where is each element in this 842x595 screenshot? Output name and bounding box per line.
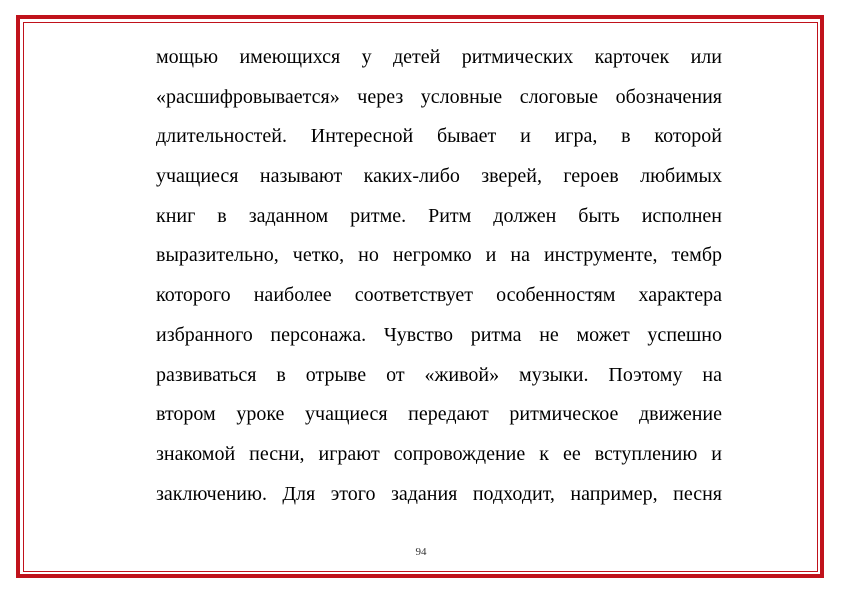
text-line [156,82,722,122]
text-line-content: книг в заданном ритме. Ритм должен быть исполнен [156,204,722,227]
text-line [156,201,722,241]
page-number: 94 [415,546,427,558]
text-line-content: мощью имеющихся у детей ритмических карточек или [156,46,722,68]
text-line-content: длительностей. Интересной бывает и игра, в которой [156,125,722,148]
text-line-content: развиваться в отрыве от «живой» музыки. Поэтому на [156,363,722,386]
text-line-content: знакомой песни, играют сопровождение к ее вступлению и [156,442,722,465]
text-line-content: избранного персонажа. Чувство ритма не может успешно [156,323,722,346]
text-line-content: втором уроке учащиеся передают ритмическое движение [156,403,722,426]
text-line [156,399,722,439]
text-line-content: «расшифровывается» через условные слоговые обозначения [156,85,722,108]
text-line-content: выразительно, четко, но негромко и на инструменте, тембр [156,244,722,267]
text-line [156,161,722,201]
text-line [156,240,722,280]
text-line [156,360,722,400]
text-line [156,42,722,82]
text-line [156,479,722,519]
text-line [156,121,722,161]
text-line-content: заключению. Для этого задания подходит, например, песня [156,482,722,505]
text-line [156,320,722,360]
text-line-content: учащиеся называют каких-либо зверей, героев любимых [156,165,722,188]
text-line-content: которого наиболее соответствует особенностям характера [156,284,722,307]
body-text [156,42,722,518]
text-line [156,280,722,320]
text-line [156,439,722,479]
